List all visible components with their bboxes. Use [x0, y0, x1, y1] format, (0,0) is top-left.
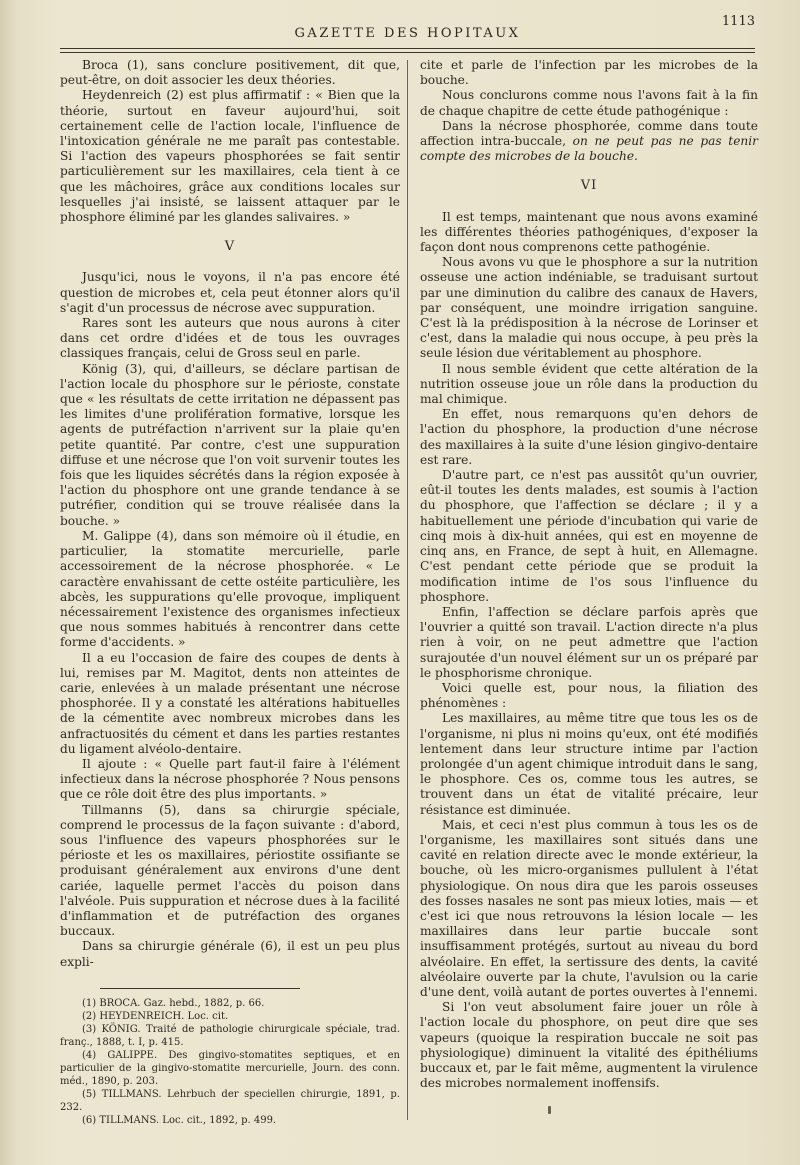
footnote-rule [100, 988, 300, 989]
conclusion-italic: on ne peut pas ne pas tenir compte des microbes de la bouche. [420, 134, 758, 164]
page-number: 1113 [721, 14, 755, 29]
conclusion-paragraph [420, 119, 758, 165]
paragraph: Il nous semble évident que cette altération de la nutrition osseuse joue un rôle dans la production du mal chimique. [420, 361, 758, 407]
paragraph: Heydenreich (2) est plus affirmatif : « Bien que la théorie, surtout en faveur aujourd'hui, soit certainement celle de l'action locale, l'influence de l'intoxication générale ne me paraît pas contestable. Si l'action des vapeurs phosphorées se fait sentir particulièrement sur les maxillaires, cela tient à ce que les mâchoires, grâce aux conditions locales sur lesquelles j'ai insisté, se laissent attaquer par le phosphore éliminé par les glandes salivaires. » [60, 88, 400, 225]
paragraph: Il est temps, maintenant que nous avons examiné les différentes théories pathogéniques, d'exposer la façon dont nous comprenons cette pathogénie. [420, 209, 758, 255]
ink-mark [548, 1106, 551, 1114]
paragraph: Les maxillaires, au même titre que tous les os de l'organisme, ni plus ni moins qu'eux, ont été modifiés lentement dans leur structure intime par l'action prolongée d'un agent chimique introduit dans le sang, le phosphore. Ces os, comme tous les autres, se trouvent dans un état de vitalité précaire, leur résistance est diminuée. [420, 711, 758, 817]
paragraph: Broca (1), sans conclure positivement, dit que, peut-être, on doit associer les deux théories. [60, 58, 400, 88]
conclusion-lead: Dans la nécrose phosphorée, comme dans toute affection intra-buccale, [420, 118, 758, 149]
paragraph: Enfin, l'affection se déclare parfois après que l'ouvrier a quitté son travail. L'action directe n'a plus rien à voir, on ne peut admettre que l'action surajoutée d'un nouvel élément sur un os préparé par le phosphorisme chronique. [420, 604, 758, 680]
paragraph: D'autre part, ce n'est pas aussitôt qu'un ouvrier, eût-il toutes les dents malades, est soumis à l'action du phosphore, que l'affection se déclare ; il y a habituellement une période d'incubation qui varie de cinq mois à dix-huit années, qui est en moyenne de cinq ans, en France, de sept à huit, en Allemagne. C'est pendant cette période que se produit la modification intime de l'os sous l'influence du phosphore. [420, 468, 758, 604]
footnote: (3) KÖNIG. Traité de pathologie chirurgicale spéciale, trad. franç., 1888, t. I, p. 415. [60, 1023, 400, 1048]
right-column [420, 58, 758, 1091]
paragraph: Dans sa chirurgie générale (6), il est un peu plus expli- [60, 939, 400, 969]
continuation-line: cite et parle de l'infection par les microbes de la bouche. [420, 58, 758, 88]
paragraph: M. Galippe (4), dans son mémoire où il étudie, en particulier, la stomatite mercurielle, parle accessoirement de la nécrose phosphorée. « Le caractère envahissant de cette ostéite particulière, les abcès, les suppurations qu'elle provoque, impliquent nécessairement l'existence des organismes infectieux que nous sommes habitués à rencontrer dans cette forme d'accidents. » [60, 528, 400, 650]
paragraph: Si l'on veut absolument faire jouer un rôle à l'action locale du phosphore, on peut dire que ses vapeurs (quoique la respiration buccale ne soit pas physiologique) diminuent la vitalité des épithéliums buccaux et, par le fait même, augmentent la virulence des microbes normalement inoffensifs. [420, 1000, 758, 1091]
paragraph: Mais, et ceci n'est plus commun à tous les os de l'organisme, les maxillaires sont situés dans une cavité en relation directe avec le monde extérieur, la bouche, où les micro-organismes pullulent à l'état physiologique. On nous dira que les parois osseuses des fosses nasales ne sont pas mieux loties, mais — et c'est ici que nous retrouvons la lésion locale — les maxillaires dans leur partie buccale sont insuffisamment protégés, surtout au niveau du bord alvéolaire. En effet, la sertissure des dents, la cavité alvéolaire ouverte par la chute, l'avulsion ou la carie d'une dent, voilà autant de portes ouvertes à l'ennemi. [420, 817, 758, 999]
section-heading-vi: VI [580, 178, 598, 194]
paragraph: Il ajoute : « Quelle part faut-il faire à l'élément infectieux dans la nécrose phosphorée ? Nous pensons que ce rôle doit être des plus importants. » [60, 756, 400, 802]
footnote: (1) BROCA. Gaz. hebd., 1882, p. 66. [82, 997, 265, 1009]
paragraph: En effet, nous remarquons qu'en dehors de l'action du phosphore, la production d'une nécrose des maxillaires à la suite d'une lésion gingivo-dentaire est rare. [420, 407, 758, 467]
paragraph: Jusqu'ici, nous le voyons, il n'a pas encore été question de microbes et, cela peut étonner alors qu'il s'agit d'un processus de nécrose avec suppuration. [60, 270, 400, 315]
paragraph: Tillmanns (5), dans sa chirurgie spéciale, comprend le processus de la façon suivante : d'abord, sous l'influence des vapeurs phosphorées sur le périoste et les os maxillaires, périostite ossifiante se produisant généralement aux environs d'une dent cariée, laquelle permet l'accès du poison dans l'alvéole. Puis suppuration et nécrose dues à la facilité d'inflammation et de putréfaction des organes buccaux. [60, 802, 400, 939]
section-heading-v: V [224, 239, 236, 255]
header-rule-thin [60, 52, 755, 53]
paragraph: Nous avons vu que le phosphore a sur la nutrition osseuse une action indéniable, se traduisant surtout par une diminution du calibre des canaux de Havers, par conséquent, une moindre irrigation sanguine. C'est là la prédisposition à la nécrose de Lorinser et c'est, dans la maladie qui nous occupe, à peu près la seule lésion due véritablement au phosphore. [420, 255, 758, 361]
footnote: (5) TILLMANS. Lehrbuch der speciellen chirurgie, 1891, p. 232. [60, 1088, 400, 1113]
paragraph: König (3), qui, d'ailleurs, se déclare partisan de l'action locale du phosphore sur le périoste, constate que « les résultats de cette irritation ne dépassent pas les limites d'une prolifération formative, lorsque les agents de putréfaction n'arrivent sur la plaie qu'en petite quantité. Par contre, c'est une suppuration diffuse et une nécrose que l'on voit survenir toutes les fois que les liquides sécrétés dans la région exposée à l'action du phosphore ont une grande tendance à se putréfier, condition qui se trouve réalisée dans la bouche. » [60, 361, 400, 528]
paragraph: Nous conclurons comme nous l'avons fait à la fin de chaque chapitre de cette étude pathogénique : [420, 88, 758, 118]
paragraph: Voici quelle est, pour nous, la filiation des phénomènes : [420, 680, 758, 711]
journal-title: GAZETTE DES HOPITAUX [294, 26, 521, 41]
page-header [60, 14, 755, 50]
footnote: (2) HEYDENREICH. Loc. cit. [82, 1010, 229, 1022]
footnote: (4) GALIPPE. Des gingivo-stomatites septiques, et en particulier de la gingivo-stomatite mercurielle, Journ. des conn. méd., 1890, p. 203. [60, 1049, 400, 1087]
column-divider [407, 60, 408, 1120]
left-column [60, 58, 400, 1127]
paragraph: Rares sont les auteurs que nous aurons à citer dans cet ordre d'idées et de tous les ouvrages classiques français, celui de Gross seul en parle. [60, 316, 400, 361]
header-rule-thick [60, 48, 755, 49]
paragraph: Il a eu l'occasion de faire des coupes de dents à lui, remises par M. Magitot, dents non atteintes de carie, enlevées à un malade présentant une nécrose phosphorée. Il y a constaté les altérations habituelles de la cémentite avec nombreux microbes dans les anfractuosités du cément et dans les parties restantes du ligament alvéolo-dentaire. [60, 650, 400, 756]
footnote: (6) TILLMANS. Loc. cit., 1892, p. 499. [82, 1114, 277, 1126]
